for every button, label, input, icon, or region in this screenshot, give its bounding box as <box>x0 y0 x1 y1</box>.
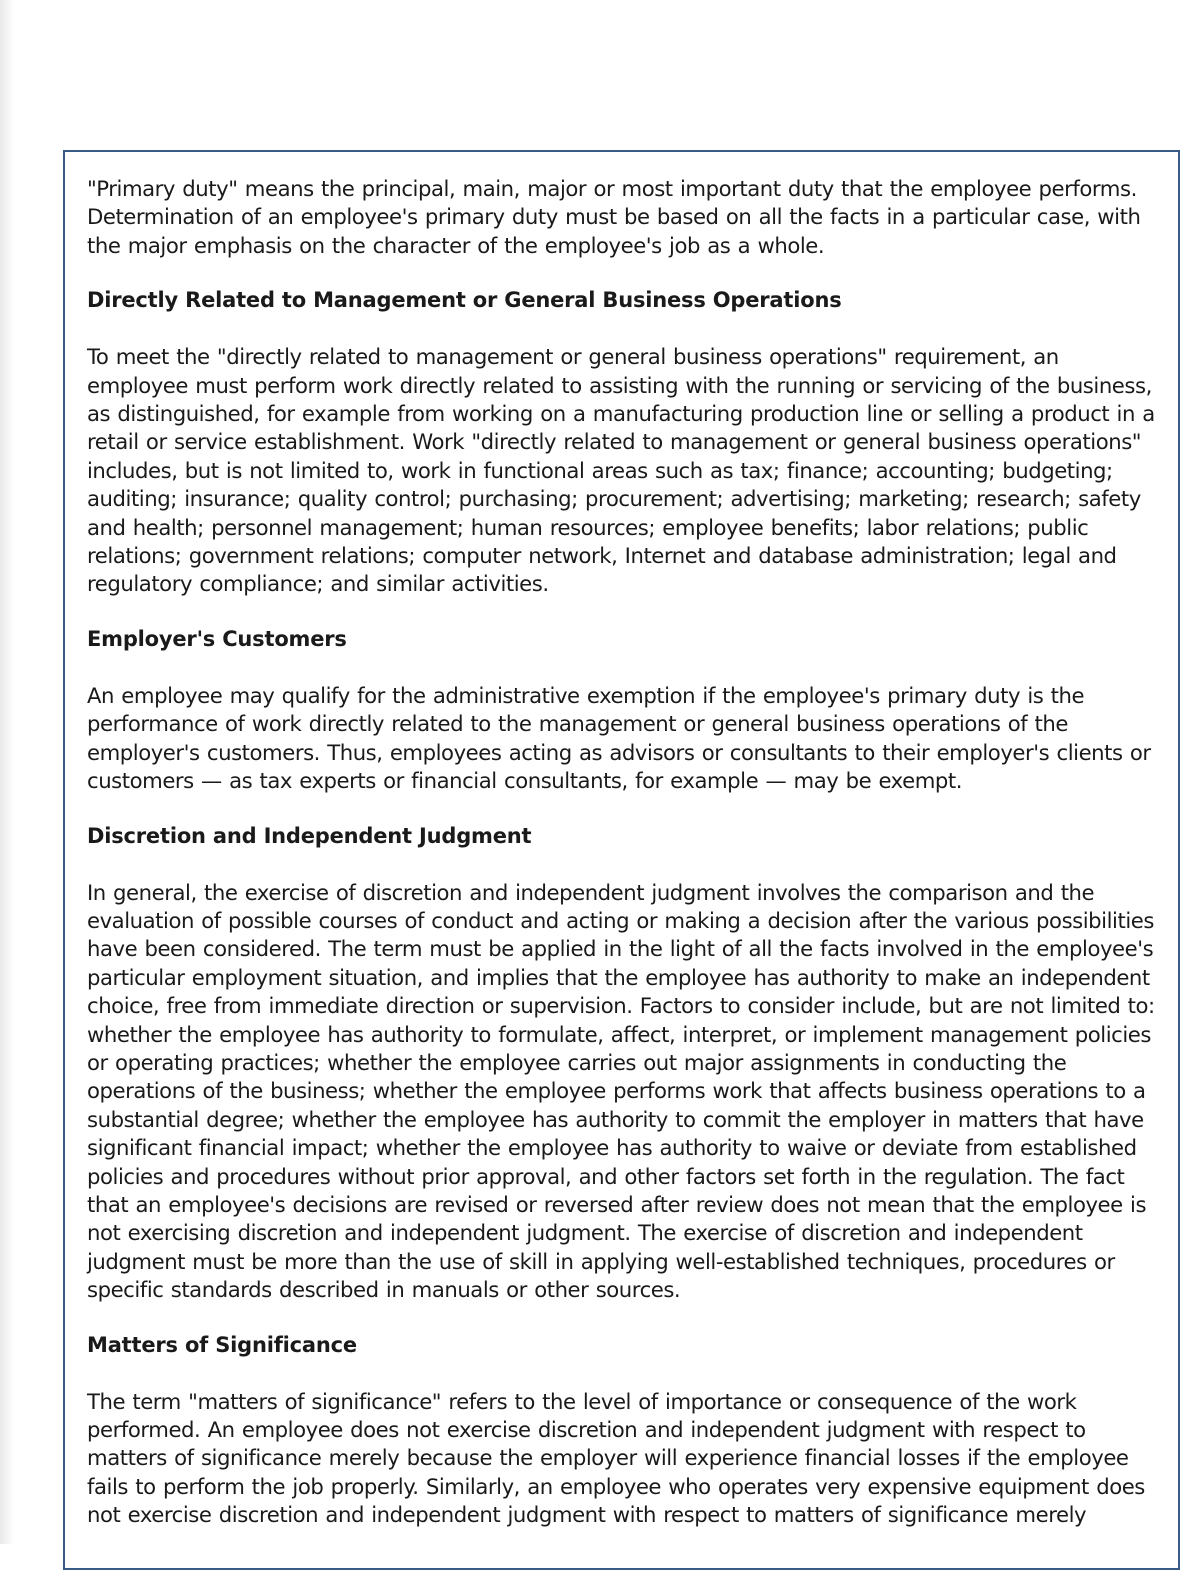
section-heading-customers: Employer's Customers <box>87 626 347 651</box>
section-body-significance: The term "matters of significance" refers to the level of importance or consequence of the work performed. An employee does not exercise discretion and independent judgment with respect to matters of significance merely because the employer will experience financial losses if the employee fails to perform the job properly. Similarly, an employee who operates very expensive equipment does not exercise discretion and independent judgment with respect to matters of significance merely <box>87 1388 1145 1528</box>
intro-paragraph: "Primary duty" means the principal, main, major or most important duty that the employee performs. Determination of an employee's primary duty must be based on all the facts in a particular case, with the major emphasis on the character of the employee's job as a whole. <box>87 176 1141 258</box>
section-body-discretion: In general, the exercise of discretion and independent judgment involves the comparison and the evaluation of possible courses of conduct and acting or making a decision after the various possibilities have been considered. The term must be applied in the light of all the facts involved in the employee's particular employment situation, and implies that the employee has authority to make an independent choice, free from immediate direction or supervision. Factors to consider include, but are not limited to: whether the employee has authority to formulate, affect, interpret, or implement management policies or operating practices; whether the employee carries out major assignments in conducting the operations of the business; whether the employee performs work that affects business operations to a substantial degree; whether the employee has authority to commit the employer in matters that have significant financial impact; whether the employee has authority to waive or deviate from established policies and procedures without prior approval, and other factors set forth in the regulation. The fact that an employee's decisions are revised or reversed after review does not mean that the employee is not exercising discretion and independent judgment. The exercise of discretion and independent judgment must be more than the use of skill in applying well-established techniques, procedures or specific standards described in manuals or other sources. <box>87 879 1155 1303</box>
section-heading-management: Directly Related to Management or General Business Operations <box>87 288 842 313</box>
section-body-customers: An employee may qualify for the administrative exemption if the employee's primary duty is the performance of work directly related to the management or general business operations of the employer's customers. Thus, employees acting as advisors or consultants to their employer's clients or customers — as tax experts or financial consultants, for example — may be exempt. <box>87 682 1151 794</box>
section-heading-discretion: Discretion and Independent Judgment <box>87 823 532 848</box>
section-body-management: To meet the "directly related to management or general business operations" requirement, an employee must perform work directly related to assisting with the running or servicing of the business, as distinguished, for example from working on a manufacturing production line or selling a product in a retail or service establishment. Work "directly related to management or general business operations" includes, but is not limited to, work in functional areas such as tax; finance; accounting; budgeting; auditing; insurance; quality control; purchasing; procurement; advertising; marketing; research; safety and health; personnel management; human resources; employee benefits; labor relations; public relations; government relations; computer network, Internet and database administration; legal and regulatory compliance; and similar activities. <box>87 344 1155 597</box>
section-heading-significance: Matters of Significance <box>87 1332 357 1357</box>
scan-edge-shadow <box>0 0 14 1544</box>
document-body <box>87 175 1167 1530</box>
